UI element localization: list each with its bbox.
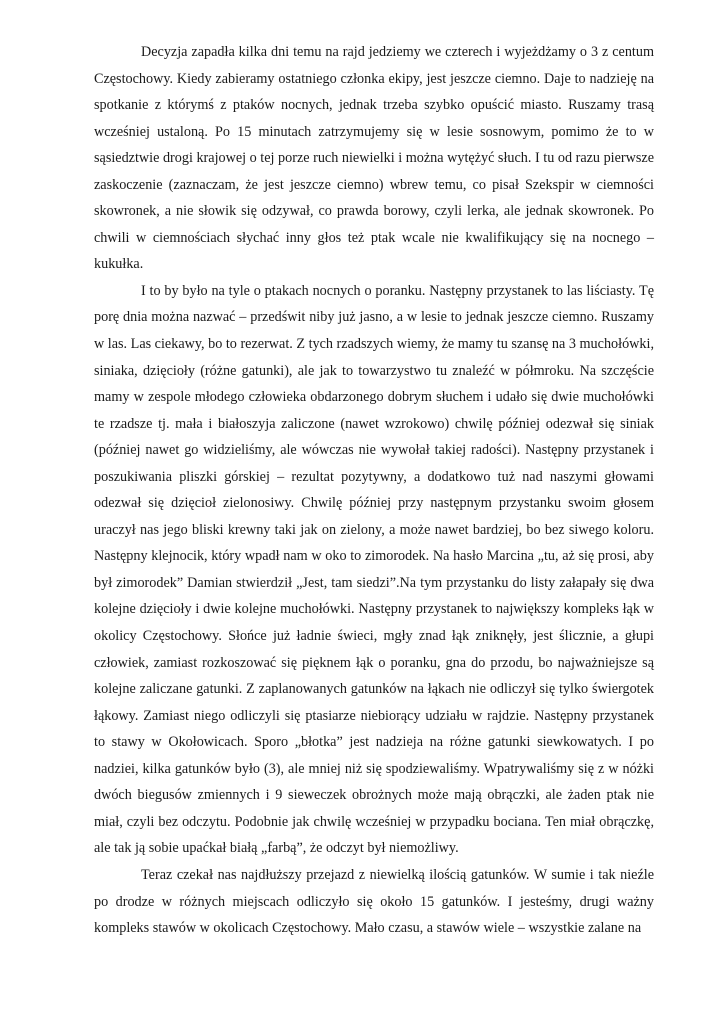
paragraph-1: Decyzja zapadła kilka dni temu na rajd jedziemy we czterech i wyjeżdżamy o 3 z centum Częstochowy. Kiedy zabieramy ostatniego członka ekipy, jest jeszcze ciemno. Daje to nadzieję na spotkanie z którymś z ptaków nocnych, jednak trzeba szybko opuścić miasto. Ruszamy trasą wcześniej ustaloną. Po 15 minutach zatrzymujemy się w lesie sosnowym, pomimo że to w sąsiedztwie drogi krajowej o tej porze ruch niewielki i można wytężyć słuch. I tu od razu pierwsze zaskoczenie (zaznaczam, że jest jeszcze ciemno) wbrew temu, co pisał Szekspir w ciemności skowronek, a nie słowik się odzywał, co prawda borowy, czyli lerka, ale jednak skowronek. Po chwili w ciemnościach słychać inny głos też ptak wcale nie kwalifikujący się na nocnego – kukułka. [94,44,654,273]
paragraph-2: I to by było na tyle o ptakach nocnych o poranku. Następny przystanek to las liściasty. Tę porę dnia można nazwać – przedświt niby już jasno, a w lesie to jednak jeszcze ciemno. Ruszamy w las. Las ciekawy, bo to rezerwat. Z tych rzadszych wiemy, że mamy tu szansę na 3 muchołówki, siniaka, dzięcioły (różne gatunki), ale jak to towarzystwo tu znaleźć w półmroku. Na szczęście mamy w zespole młodego człowieka obdarzonego dobrym słuchem i udało się dwie muchołówki te rzadsze tj. mała i białoszyja zaliczone (nawet wzrokowo) chwilę później odezwał się siniak (później nawet go widzieliśmy, ale wówczas nie wywołał takiej radości). Następny przystanek i poszukiwania pliszki górskiej – rezultat pozytywny, a dodatkowo tuż nad naszymi głowami odezwał się dzięcioł zielonosiwy. Chwilę później przy następnym przystanku swoim głosem uraczył nas jego bliski krewny taki jak on zielony, a może nawet bardziej, bo bez siwego koloru. Następny klejnocik, który wpadł nam w oko to zimorodek. Na hasło Marcina „tu, aż się prosi, aby był zimorodek” Damian stwierdził „Jest, tam siedzi”.Na tym przystanku do listy załapały się dwa kolejne dzięcioły i dwie kolejne muchołówki. Następny przystanek to największy kompleks łąk w okolicy Częstochowy. Słońce już ładnie świeci, mgły znad łąk zniknęły, jest ślicznie, a głupi człowiek, zamiast rozkoszować się pięknem łąk o poranku, gna do przodu, bo najważniejsze są kolejne zaliczane gatunki. Z zaplanowanych gatunków na łąkach nie odliczył się tylko świergotek łąkowy. Zamiast niego odliczyli się ptasiarze niebiorący udziału w rajdzie. Następny przystanek to stawy w Okołowicach. Sporo „błotka” jest nadzieja na różne gatunki siewkowatych. I po nadziei, kilka gatunków było (3), ale mniej niż się spodziewaliśmy. Wpatrywaliśmy się z w nóżki dwóch biegusów zmiennych i 9 sieweczek obrożnych może mają obrączki, ale żaden ptak nie miał, czyli bez odczytu. Podobnie jak chwilę wcześniej w przypadku bociana. Ten miał obrączkę, ale tak ją sobie upaćkał białą „farbą”, że odczyt był niemożliwy. [94,282,654,857]
paragraph-3: Teraz czekał nas najdłuższy przejazd z niewielką ilością gatunków. W sumie i tak nieźle po drodze w różnych miejscach odliczyło się około 15 gatunków. I jesteśmy, drugi ważny kompleks stawów w okolicach Częstochowy. Mało czasu, a stawów wiele – wszystkie zalane na [94,866,654,937]
document-page [94,39,654,942]
